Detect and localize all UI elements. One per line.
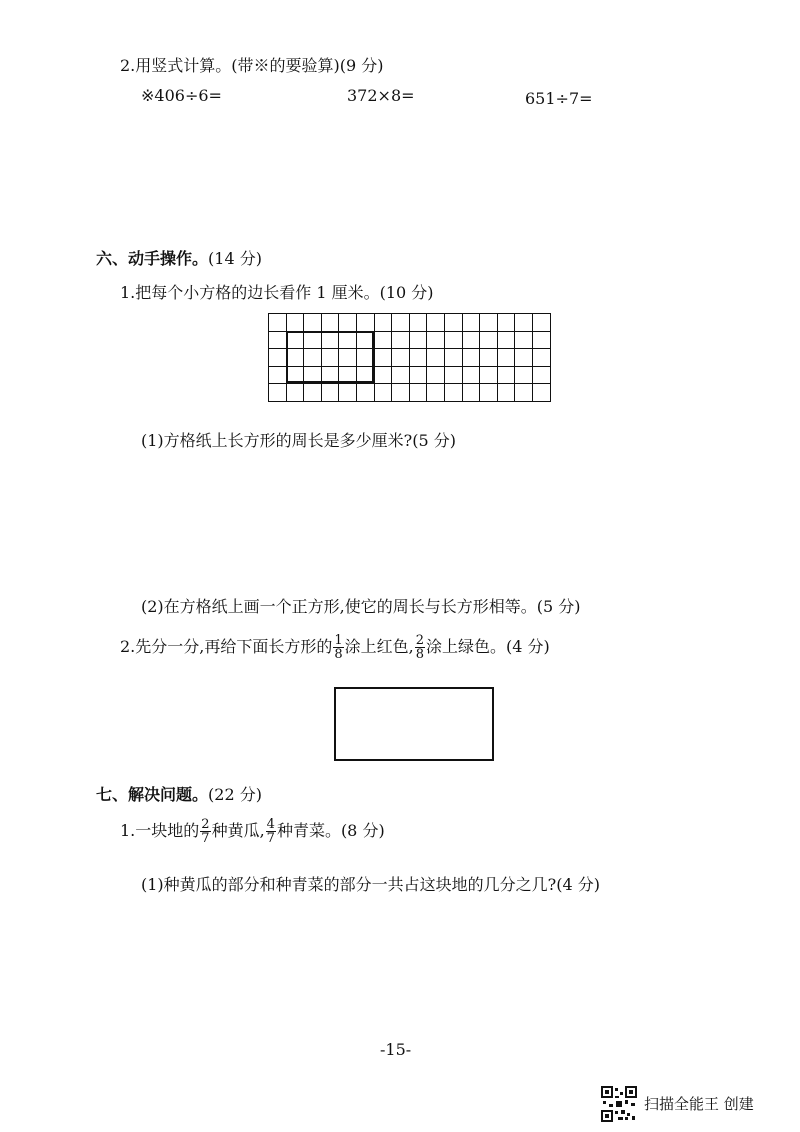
- grid-subquestion-1: (1)方格纸上长方形的周长是多少厘米?(5 分): [141, 431, 456, 450]
- grid-cell: [427, 367, 445, 385]
- grid-cell: [480, 349, 498, 367]
- section-6-score: (14 分): [208, 249, 262, 268]
- calc-question-title: 2.用竖式计算。(带※的要验算)(9 分): [120, 56, 384, 75]
- fraction-denominator: 8: [334, 647, 343, 662]
- grid-cell: [375, 332, 393, 350]
- grid-cell: [533, 314, 551, 332]
- grid-cell: [445, 367, 463, 385]
- q2-text-mid: 涂上红色,: [344, 637, 414, 656]
- grid-cell: [427, 384, 445, 402]
- blank-rectangle: [334, 687, 494, 761]
- fraction-denominator: 7: [266, 831, 275, 846]
- grid-cell: [357, 384, 375, 402]
- fraction-numerator: 4: [266, 817, 275, 832]
- grid-cell: [463, 314, 481, 332]
- grid-cell: [410, 349, 428, 367]
- grid-cell: [269, 367, 287, 385]
- grid-cell: [463, 384, 481, 402]
- grid-cell: [533, 384, 551, 402]
- grid-cell: [392, 332, 410, 350]
- section-6-title: 六、动手操作。: [96, 249, 209, 268]
- grid-cell: [375, 349, 393, 367]
- grid-cell: [375, 314, 393, 332]
- grid-cell: [375, 384, 393, 402]
- grid-cell: [322, 314, 340, 332]
- grid-cell: [480, 367, 498, 385]
- grid-cell: [515, 314, 533, 332]
- page-number: -15-: [380, 1040, 412, 1059]
- grid-cell: [480, 384, 498, 402]
- grid-cell: [427, 332, 445, 350]
- section-6-heading: [96, 246, 262, 269]
- grid-cell: [322, 384, 340, 402]
- grid-cell: [287, 314, 305, 332]
- grid-cell: [410, 314, 428, 332]
- grid-cell: [304, 314, 322, 332]
- grid-cell: [463, 349, 481, 367]
- grid-cell: [410, 367, 428, 385]
- grid-cell: [392, 384, 410, 402]
- grid-cell: [533, 332, 551, 350]
- highlighted-rectangle: [286, 331, 374, 384]
- scanner-brand-label: 扫描全能王 创建: [644, 1095, 754, 1113]
- grid-cell: [533, 367, 551, 385]
- fraction-one-eighth: [333, 634, 343, 661]
- fraction-coloring-question: [120, 634, 550, 661]
- qr-code-icon: [601, 1086, 637, 1122]
- fraction-numerator: 1: [334, 633, 343, 648]
- grid-cell: [480, 332, 498, 350]
- grid-cell: [480, 314, 498, 332]
- fraction-numerator: 2: [201, 817, 210, 832]
- grid-cell: [463, 367, 481, 385]
- q-land-text-pre: 1.一块地的: [120, 821, 200, 840]
- grid-cell: [287, 384, 305, 402]
- section-7-heading: [96, 782, 262, 805]
- grid-cell: [445, 332, 463, 350]
- section-7-score: (22 分): [208, 785, 262, 804]
- grid-subquestion-2: (2)在方格纸上画一个正方形,使它的周长与长方形相等。(5 分): [141, 597, 581, 616]
- fraction-two-sevenths: [200, 818, 210, 845]
- fraction-two-eighths: [415, 634, 425, 661]
- q2-text-pre: 2.先分一分,再给下面长方形的: [120, 637, 333, 656]
- grid-cell: [515, 349, 533, 367]
- grid-cell: [445, 314, 463, 332]
- grid-cell: [533, 349, 551, 367]
- section-7-title: 七、解决问题。: [96, 785, 209, 804]
- calc-expression-2: 372×8=: [347, 86, 415, 105]
- grid-cell: [445, 384, 463, 402]
- grid-cell: [498, 367, 516, 385]
- grid-cell: [498, 349, 516, 367]
- grid-cell: [463, 332, 481, 350]
- grid-cell: [357, 314, 375, 332]
- q-land-text-mid: 种黄瓜,: [211, 821, 265, 840]
- square-grid-paper: [268, 313, 551, 402]
- grid-cell: [410, 384, 428, 402]
- fraction-denominator: 8: [415, 647, 425, 662]
- grid-cell: [498, 384, 516, 402]
- calc-expression-3: 651÷7=: [525, 89, 593, 108]
- grid-cell: [304, 384, 322, 402]
- land-subquestion-1: (1)种黄瓜的部分和种青菜的部分一共占这块地的几分之几?(4 分): [141, 875, 600, 894]
- grid-cell: [375, 367, 393, 385]
- fraction-four-sevenths: [266, 818, 276, 845]
- grid-cell: [269, 384, 287, 402]
- fraction-numerator: 2: [415, 633, 425, 648]
- grid-cell: [269, 332, 287, 350]
- grid-cell: [515, 384, 533, 402]
- grid-cell: [498, 332, 516, 350]
- q-land-text-post: 种青菜。(8 分): [276, 821, 385, 840]
- grid-cell: [392, 349, 410, 367]
- grid-cell: [269, 349, 287, 367]
- grid-cell: [339, 314, 357, 332]
- grid-cell: [515, 367, 533, 385]
- grid-cell: [392, 314, 410, 332]
- grid-cell: [427, 349, 445, 367]
- grid-cell: [269, 314, 287, 332]
- grid-cell: [445, 349, 463, 367]
- q2-text-post: 涂上绿色。(4 分): [426, 637, 550, 656]
- grid-question: 1.把每个小方格的边长看作 1 厘米。(10 分): [120, 283, 434, 302]
- land-fraction-question: [120, 818, 385, 845]
- grid-cell: [498, 314, 516, 332]
- grid-cell: [392, 367, 410, 385]
- grid-cell: [339, 384, 357, 402]
- fraction-denominator: 7: [201, 831, 210, 846]
- calc-expression-1: ※406÷6=: [141, 86, 222, 105]
- grid-cell: [410, 332, 428, 350]
- grid-cell: [427, 314, 445, 332]
- grid-cell: [515, 332, 533, 350]
